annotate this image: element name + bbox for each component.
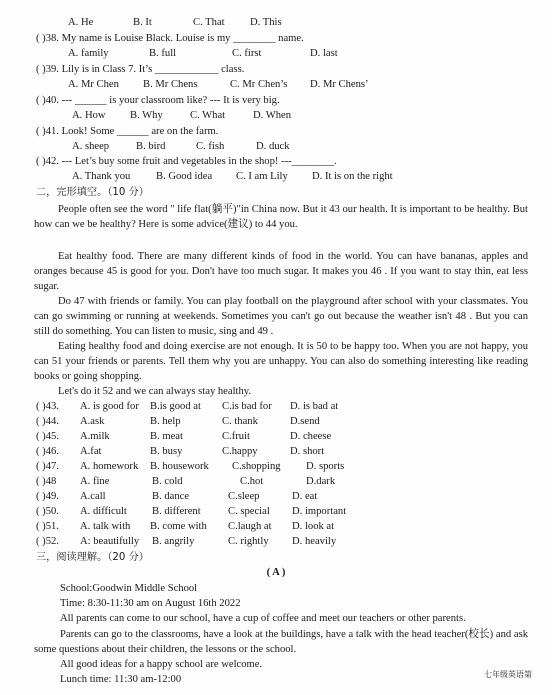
option-c: C. thank: [222, 416, 258, 427]
q42-option-c: C. I am Lily: [236, 171, 288, 182]
option-b: B. dance: [152, 491, 190, 502]
option-d: D. heavily: [292, 536, 337, 547]
option-d: D. eat: [292, 491, 318, 502]
option-a: A.call: [80, 491, 106, 502]
q39-option-c: C. Mr Chen’s: [230, 79, 288, 90]
passage-line-good-ideas: All good ideas for a happy school are welcome.: [60, 659, 263, 670]
option-b: B. help: [150, 416, 181, 427]
q39-option-a: A. Mr Chen: [68, 79, 119, 90]
cloze-paragraph-1: People often see the word " life flat(躺平)"in China now. But it 43 our health. It is important to be healthy. But how can we be healthy? Here is some advice(建议) to 44 you.: [34, 204, 528, 231]
passage-line-parents-come: All parents can come to our school, have a cup of coffee and meet our teachers or other parents.: [60, 613, 466, 624]
q38-option-a: A. family: [68, 48, 109, 59]
q38-option-b: B. full: [149, 48, 177, 59]
question-number: ( )46.: [36, 446, 59, 457]
q38-option-d: D. last: [310, 48, 338, 59]
option-a: A: beautifully: [80, 536, 140, 547]
option-a: A.milk: [80, 431, 110, 442]
option-b: B. housework: [150, 461, 209, 472]
passage-label: ( A ): [266, 567, 286, 578]
option-b: B. angrily: [152, 536, 195, 547]
page-footer: 七年级英语第: [484, 670, 532, 680]
q40-stem: ( )40. --- ______ is your classroom like? --- It is very big.: [36, 95, 280, 106]
q41-stem: ( )41. Look! Some ______ are on the farm.: [36, 126, 219, 137]
option-d: D. important: [292, 506, 347, 517]
question-number: ( )51.: [36, 521, 59, 532]
passage-line-parents-classrooms: Parents can go to the classrooms, have a look at the buildings, have a talk with the head teacher(校长) and ask some questions about their children, the lessons or the school.: [34, 629, 528, 656]
question-number: ( )50.: [36, 506, 59, 517]
question-number: ( )47.: [36, 461, 59, 472]
option-a: A. difficult: [80, 506, 127, 517]
question-number: ( )52.: [36, 536, 59, 547]
section-reading-title: 三，阅读理解。（20 分）: [36, 552, 149, 563]
question-number: ( )45.: [36, 431, 59, 442]
q40-option-b: B. Why: [130, 110, 163, 121]
option-d: D. cheese: [290, 431, 332, 442]
q37-option-c: C. That: [193, 17, 225, 28]
cloze-paragraph-4: Eating healthy food and doing exercise are not enough. It is 50 to be happy too. When you are not happy, you can 51 your friends or parents. Tell them why you are unhappy. You can also do something interesting like reading books or going shopping.: [34, 341, 528, 383]
option-b: B. different: [152, 506, 201, 517]
q38-stem: ( )38. My name is Louise Black. Louise is my ________ name.: [36, 33, 304, 44]
option-b: B.is good at: [150, 401, 201, 412]
q41-option-c: C. fish: [196, 141, 225, 152]
q41-option-a: A. sheep: [72, 141, 110, 152]
option-b: B. meat: [150, 431, 183, 442]
q42-stem: ( )42. --- Let’s buy some fruit and vegetables in the shop! ---________.: [36, 156, 337, 167]
question-number: ( )48: [36, 476, 57, 487]
q39-option-b: B. Mr Chens: [143, 79, 198, 90]
option-b: B. busy: [150, 446, 183, 457]
option-c: C.laugh at: [228, 521, 272, 532]
q37-option-a: A. He: [68, 17, 94, 28]
option-c: C.hot: [240, 476, 264, 487]
option-a: A.ask: [80, 416, 105, 427]
q40-option-c: C. What: [190, 110, 226, 121]
option-a: A.fat: [80, 446, 102, 457]
question-number: ( )43.: [36, 401, 59, 412]
passage-lunch-time: Lunch time: 11:30 am-12:00: [60, 674, 182, 685]
option-b: B. come with: [150, 521, 207, 532]
option-d: D.send: [290, 416, 320, 427]
section-cloze-title: 二，完形填空。（10 分）: [36, 187, 149, 198]
option-c: C. rightly: [228, 536, 269, 547]
option-a: A. homework: [80, 461, 139, 472]
option-c: C.shopping: [232, 461, 281, 472]
q41-option-b: B. bird: [136, 141, 166, 152]
option-d: D. sports: [306, 461, 345, 472]
q39-option-d: D. Mr Chens’: [310, 79, 369, 90]
cloze-paragraph-2: Eat healthy food. There are many different kinds of food in the world. You can have bananas, apples and oranges because 45 is good for you. Don't have too much sugar. It makes you 46 . If you want to stay thin, eat less sugar.: [34, 251, 528, 293]
q37-option-d: D. This: [250, 17, 282, 28]
passage-time: Time: 8:30-11:30 am on August 16th 2022: [60, 598, 241, 609]
q40-option-a: A. How: [72, 110, 106, 121]
q41-option-d: D. duck: [256, 141, 290, 152]
option-d: D. is bad at: [290, 401, 339, 412]
passage-school: School:Goodwin Middle School: [60, 583, 198, 594]
option-d: D.dark: [306, 476, 336, 487]
option-c: C.happy: [222, 446, 258, 457]
option-c: C.is bad for: [222, 401, 272, 412]
option-c: C.sleep: [228, 491, 260, 502]
question-number: ( )49.: [36, 491, 59, 502]
q42-option-d: D. It is on the right: [312, 171, 393, 182]
q39-stem: ( )39. Lily is in Class 7. It’s ____________ class.: [36, 64, 245, 75]
cloze-paragraph-3: Do 47 with friends or family. You can play football on the playground after school with your classmates. You can go swimming or running at weekends. Sometimes you can't go out because the weather isn't 48 . But you can still do something. You can listen to music, sing and 49 .: [34, 296, 528, 338]
option-b: B. cold: [152, 476, 183, 487]
option-a: A. fine: [80, 476, 110, 487]
option-c: C.fruit: [222, 431, 250, 442]
q42-option-a: A. Thank you: [72, 171, 131, 182]
option-a: A. talk with: [80, 521, 131, 532]
cloze-paragraph-5: Let's do it 52 and we can always stay healthy.: [58, 386, 252, 397]
option-a: A. is good for: [80, 401, 139, 412]
option-d: D. look at: [292, 521, 335, 532]
q37-option-b: B. It: [133, 17, 152, 28]
q42-option-b: B. Good idea: [156, 171, 213, 182]
q40-option-d: D. When: [253, 110, 292, 121]
question-number: ( )44.: [36, 416, 59, 427]
option-c: C. special: [228, 506, 270, 517]
q38-option-c: C. first: [232, 48, 262, 59]
option-d: D. short: [290, 446, 325, 457]
